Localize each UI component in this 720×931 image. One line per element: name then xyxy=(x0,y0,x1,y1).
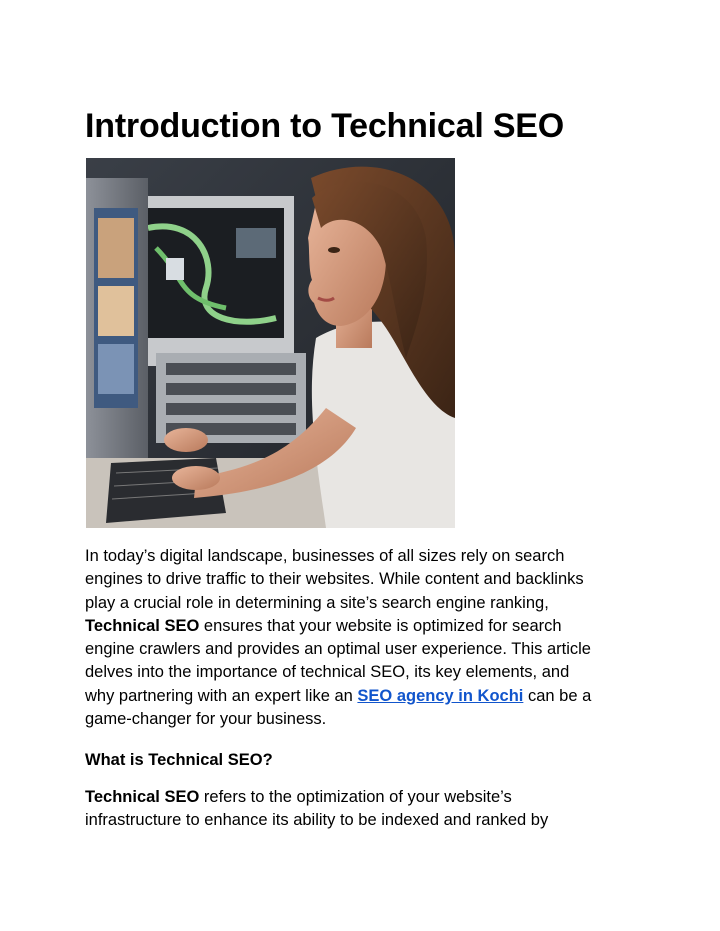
seo-agency-link[interactable]: SEO agency in Kochi xyxy=(357,686,524,705)
intro-line xyxy=(85,615,645,638)
photo-woman-at-computer-icon xyxy=(86,158,455,528)
intro-line: delves into the importance of technical SEO, its key elements, and xyxy=(85,663,570,682)
technical-seo-term: Technical SEO xyxy=(85,788,200,806)
hero-image xyxy=(86,158,455,528)
intro-line xyxy=(85,685,645,708)
intro-line: game-changer for your business. xyxy=(85,710,327,729)
intro-text: why partnering with an expert like an xyxy=(85,686,358,705)
section-text: refers to the optimization of your website’s xyxy=(199,788,512,806)
intro-line: engine crawlers and provides an optimal user experience. This article xyxy=(85,640,591,659)
page-title: Introduction to Technical SEO xyxy=(85,107,565,145)
intro-paragraph xyxy=(85,545,645,731)
intro-line: play a crucial role in determining a site’s search engine ranking, xyxy=(85,593,549,612)
intro-text: can be a xyxy=(523,686,592,705)
intro-line: engines to drive traffic to their websites. While content and backlinks xyxy=(85,570,584,589)
intro-text: ensures that your website is optimized for search xyxy=(199,616,562,635)
intro-line: In today’s digital landscape, businesses of all sizes rely on search xyxy=(85,547,565,565)
section-paragraph xyxy=(85,786,645,833)
section-line: infrastructure to enhance its ability to be indexed and ranked by xyxy=(85,811,549,830)
technical-seo-term: Technical SEO xyxy=(85,616,200,635)
section-line xyxy=(85,786,645,809)
section-heading: What is Technical SEO? xyxy=(85,751,273,769)
